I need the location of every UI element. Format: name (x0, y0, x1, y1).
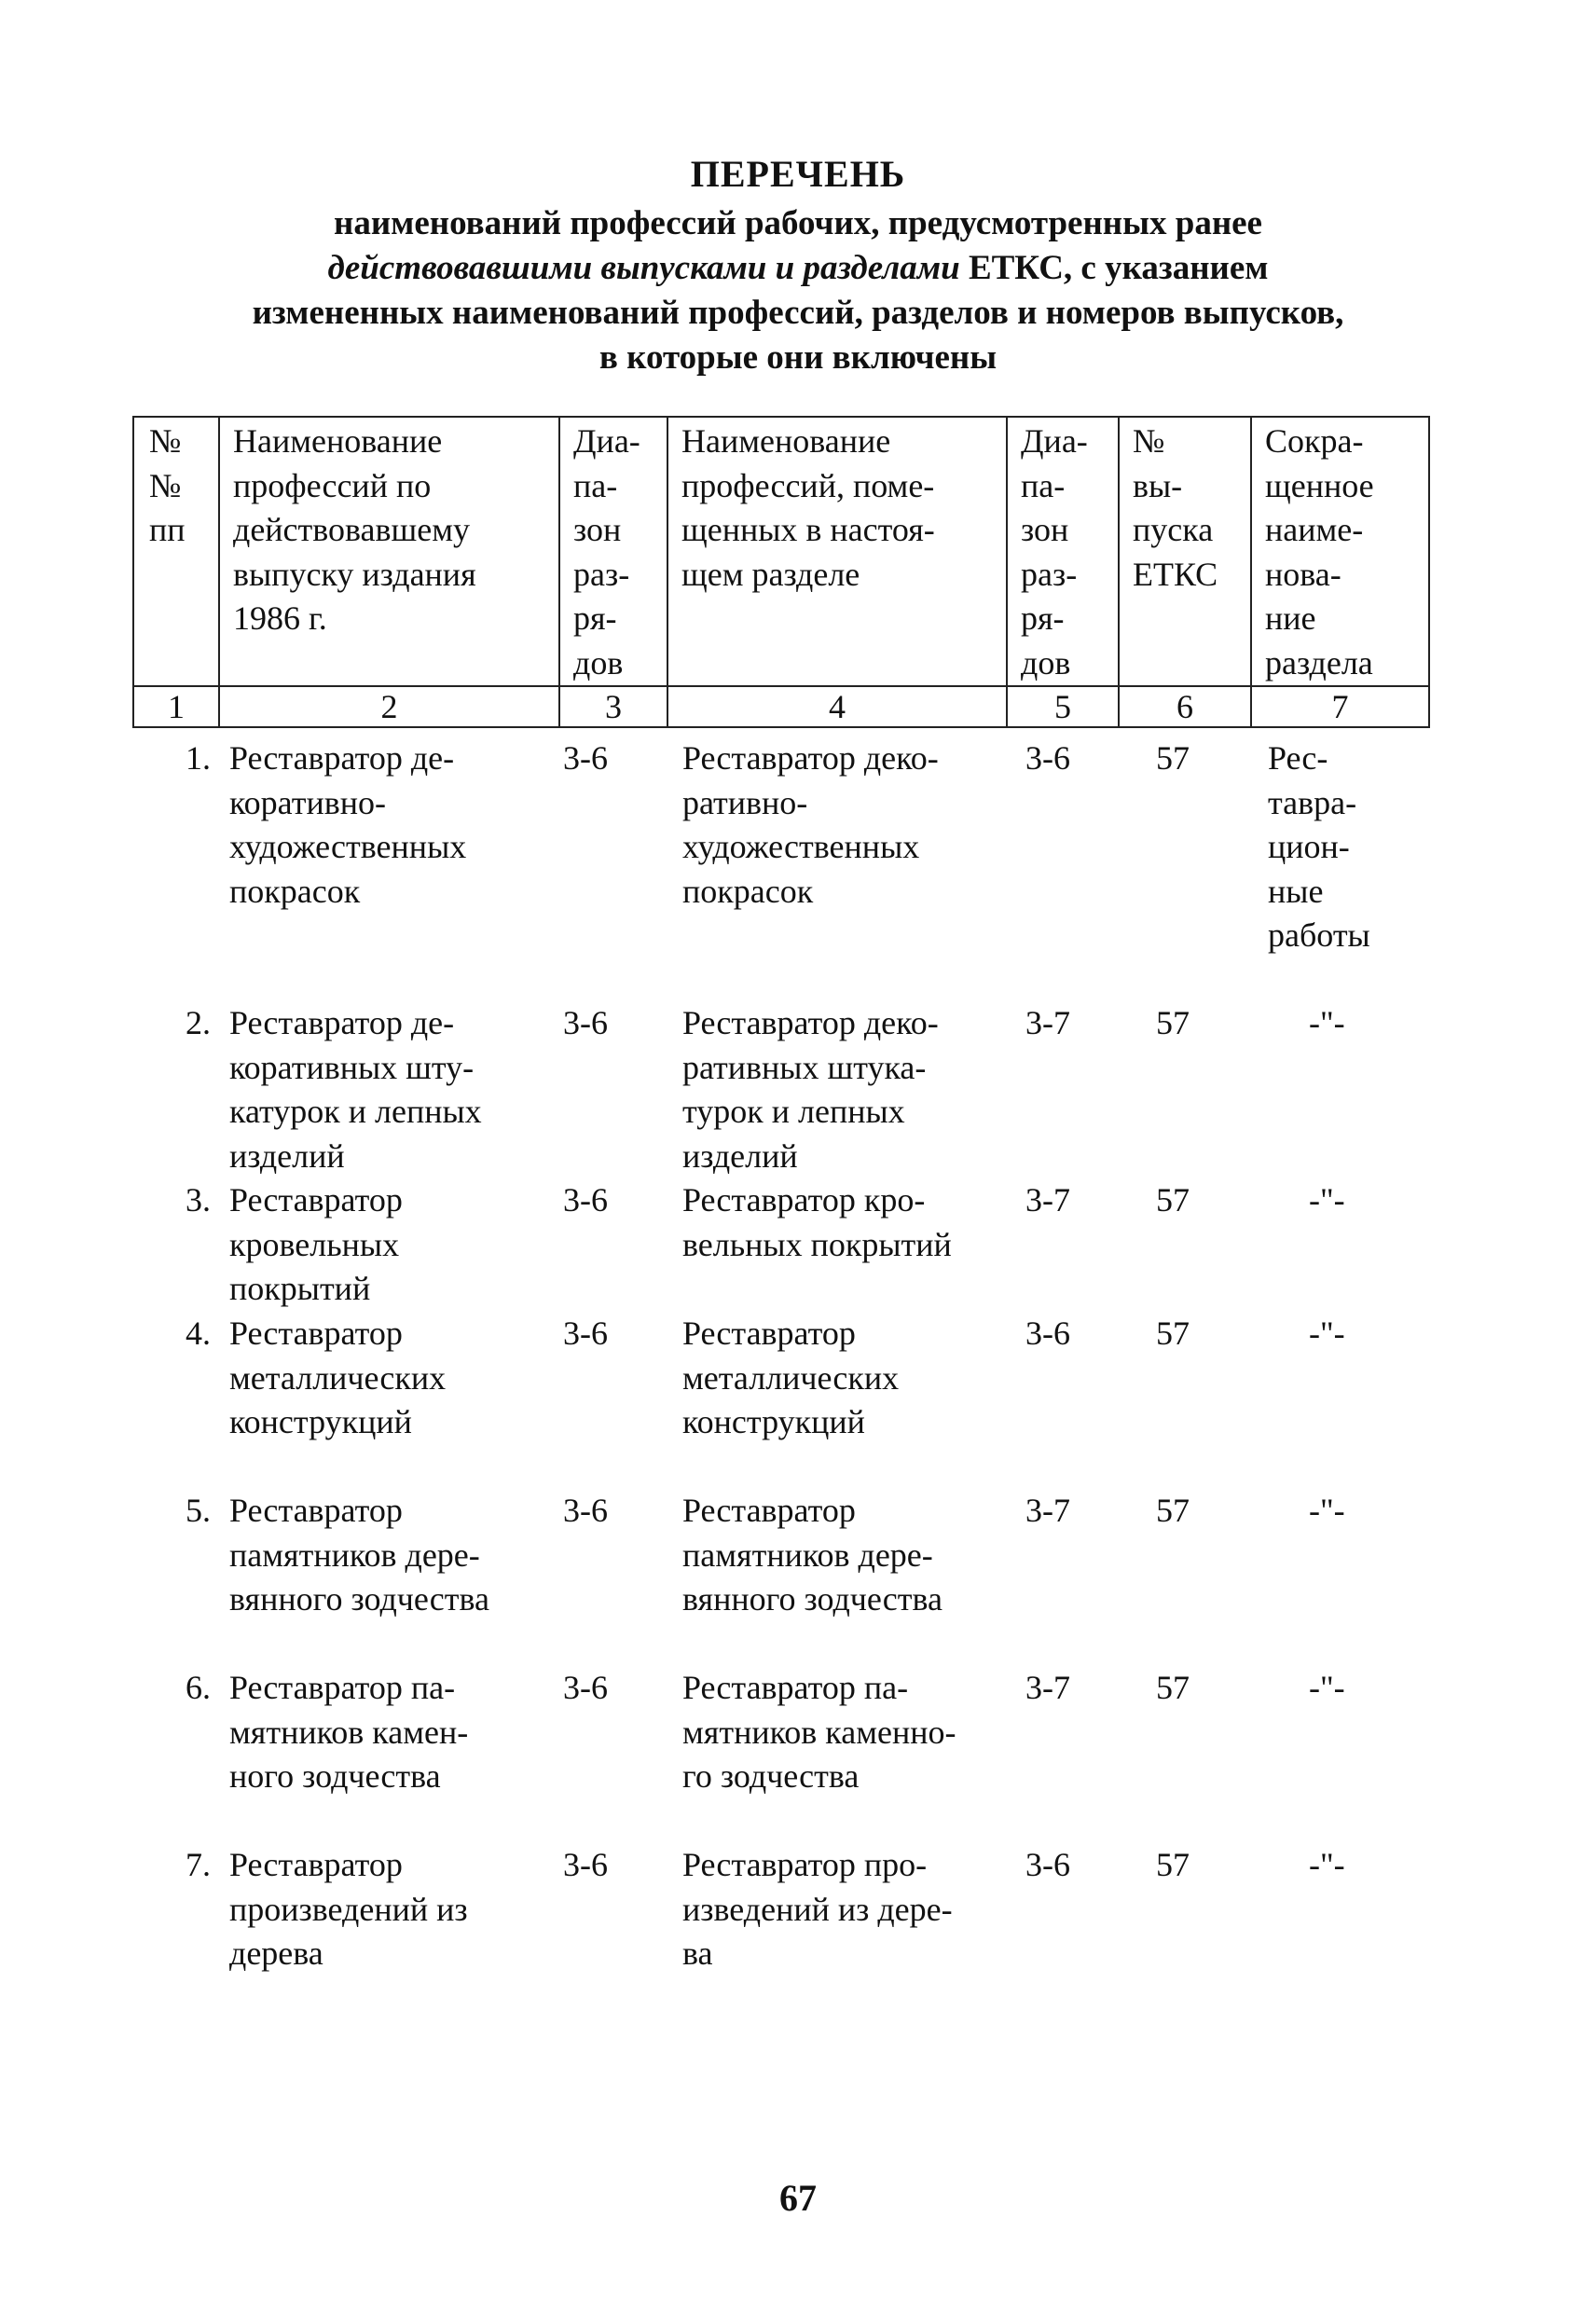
section-short-name: -"- (1309, 1669, 1345, 1706)
row-number: 3. (186, 1181, 211, 1218)
old-grade-range: 3-6 (563, 1181, 608, 1218)
etks-issue-number: 57 (1156, 1492, 1190, 1529)
header-cell-new-range: Диа- па- зон раз- ря- дов (1007, 417, 1119, 686)
section-short-name: -"- (1309, 1492, 1345, 1529)
old-profession-name: Реставратор произведений из дерева (229, 1846, 468, 1972)
document-subtitle (239, 201, 1357, 380)
page-number: 67 (779, 2177, 817, 2219)
old-grade-range: 3-6 (563, 1004, 608, 1041)
column-number-cell: 2 (219, 686, 559, 727)
table-row (132, 1666, 1428, 1843)
subtitle-part-1: наименований профессий рабочих, предусмотренных ранее (334, 204, 1262, 242)
row-number: 5. (186, 1492, 211, 1529)
old-grade-range: 3-6 (563, 1669, 608, 1706)
old-grade-range: 3-6 (563, 739, 608, 777)
column-number-cell: 5 (1007, 686, 1119, 727)
column-number-cell: 6 (1119, 686, 1251, 727)
new-profession-name: Реставратор деко- ративно- художественных покрасок (682, 739, 939, 910)
header-row (133, 417, 1429, 686)
old-grade-range: 3-6 (563, 1315, 608, 1352)
header-cell-section: Сокра- щенное наиме- нова- ние раздела (1251, 417, 1429, 686)
professions-table-header (132, 416, 1428, 728)
old-profession-name: Реставратор де- коративных шту- катурок и лепных изделий (229, 1004, 482, 1175)
old-profession-name: Реставратор кровельных покрытий (229, 1181, 403, 1307)
old-grade-range: 3-6 (563, 1846, 608, 1883)
column-number-row (133, 686, 1429, 727)
header-cell-new-name: Наименование профессий, поме- щенных в настоя- щем разделе (667, 417, 1007, 686)
column-number-cell: 4 (667, 686, 1007, 727)
row-number: 2. (186, 1004, 211, 1041)
table-row (132, 1843, 1428, 1992)
new-profession-name: Реставратор про- изведений из дере- ва (682, 1846, 953, 1972)
header-cell-old-range: Диа- па- зон раз- ря- дов (559, 417, 667, 686)
old-profession-name: Реставратор памятников дере- вянного зодчества (229, 1492, 489, 1618)
new-grade-range: 3-7 (1025, 1181, 1070, 1218)
header-cell-issue: № вы- пуска ЕТКС (1119, 417, 1251, 686)
table-row (132, 1178, 1428, 1312)
new-profession-name: Реставратор па- мятников каменно- го зодчества (682, 1669, 956, 1795)
row-number: 1. (186, 739, 211, 777)
column-number-cell: 3 (559, 686, 667, 727)
new-profession-name: Реставратор деко- ративных штука- турок и лепных изделий (682, 1004, 939, 1175)
new-grade-range: 3-6 (1025, 739, 1070, 777)
etks-issue-number: 57 (1156, 1315, 1190, 1352)
new-grade-range: 3-6 (1025, 1315, 1070, 1352)
new-profession-name: Реставратор кро- вельных покрытий (682, 1181, 952, 1263)
row-number: 7. (186, 1846, 211, 1883)
etks-issue-number: 57 (1156, 1181, 1190, 1218)
header-cell-old-name: Наименование профессий по действовавшему выпуску издания 1986 г. (219, 417, 559, 686)
column-number-cell: 1 (133, 686, 219, 727)
etks-issue-number: 57 (1156, 739, 1190, 777)
new-grade-range: 3-7 (1025, 1004, 1070, 1041)
document-title-block (0, 151, 1596, 380)
new-grade-range: 3-7 (1025, 1669, 1070, 1706)
new-grade-range: 3-6 (1025, 1846, 1070, 1883)
section-short-name: -"- (1309, 1004, 1345, 1041)
section-short-name: Рес- тавра- цион- ные работы (1268, 739, 1370, 954)
new-profession-name: Реставратор памятников дере- вянного зодчества (682, 1492, 942, 1618)
header-table (132, 416, 1430, 728)
table-row (132, 1001, 1428, 1178)
new-profession-name: Реставратор металлических конструкций (682, 1315, 900, 1440)
new-grade-range: 3-7 (1025, 1492, 1070, 1529)
etks-issue-number: 57 (1156, 1004, 1190, 1041)
column-number-cell: 7 (1251, 686, 1429, 727)
subtitle-italic-part: действовавшими выпусками и разделами (327, 249, 960, 287)
header-cell-number: № № пп (133, 417, 219, 686)
table-row (132, 737, 1428, 1001)
etks-issue-number: 57 (1156, 1669, 1190, 1706)
table-row (132, 1489, 1428, 1666)
section-short-name: -"- (1309, 1846, 1345, 1883)
row-number: 6. (186, 1669, 211, 1706)
old-grade-range: 3-6 (563, 1492, 608, 1529)
section-short-name: -"- (1309, 1315, 1345, 1352)
subtitle-part-2: ЕТКС, с указанием измененных наименований профессий, разделов и номеров выпусков, в которые они включены (252, 249, 1344, 377)
old-profession-name: Реставратор металлических конструкций (229, 1315, 447, 1440)
document-title: ПЕРЕЧЕНЬ (690, 153, 906, 195)
old-profession-name: Реставратор де- коративно- художественных покрасок (229, 739, 467, 910)
section-short-name: -"- (1309, 1181, 1345, 1218)
etks-issue-number: 57 (1156, 1846, 1190, 1883)
row-number: 4. (186, 1315, 211, 1352)
professions-table-body (132, 737, 1428, 1992)
table-row (132, 1312, 1428, 1489)
old-profession-name: Реставратор па- мятников камен- ного зодчества (229, 1669, 469, 1795)
